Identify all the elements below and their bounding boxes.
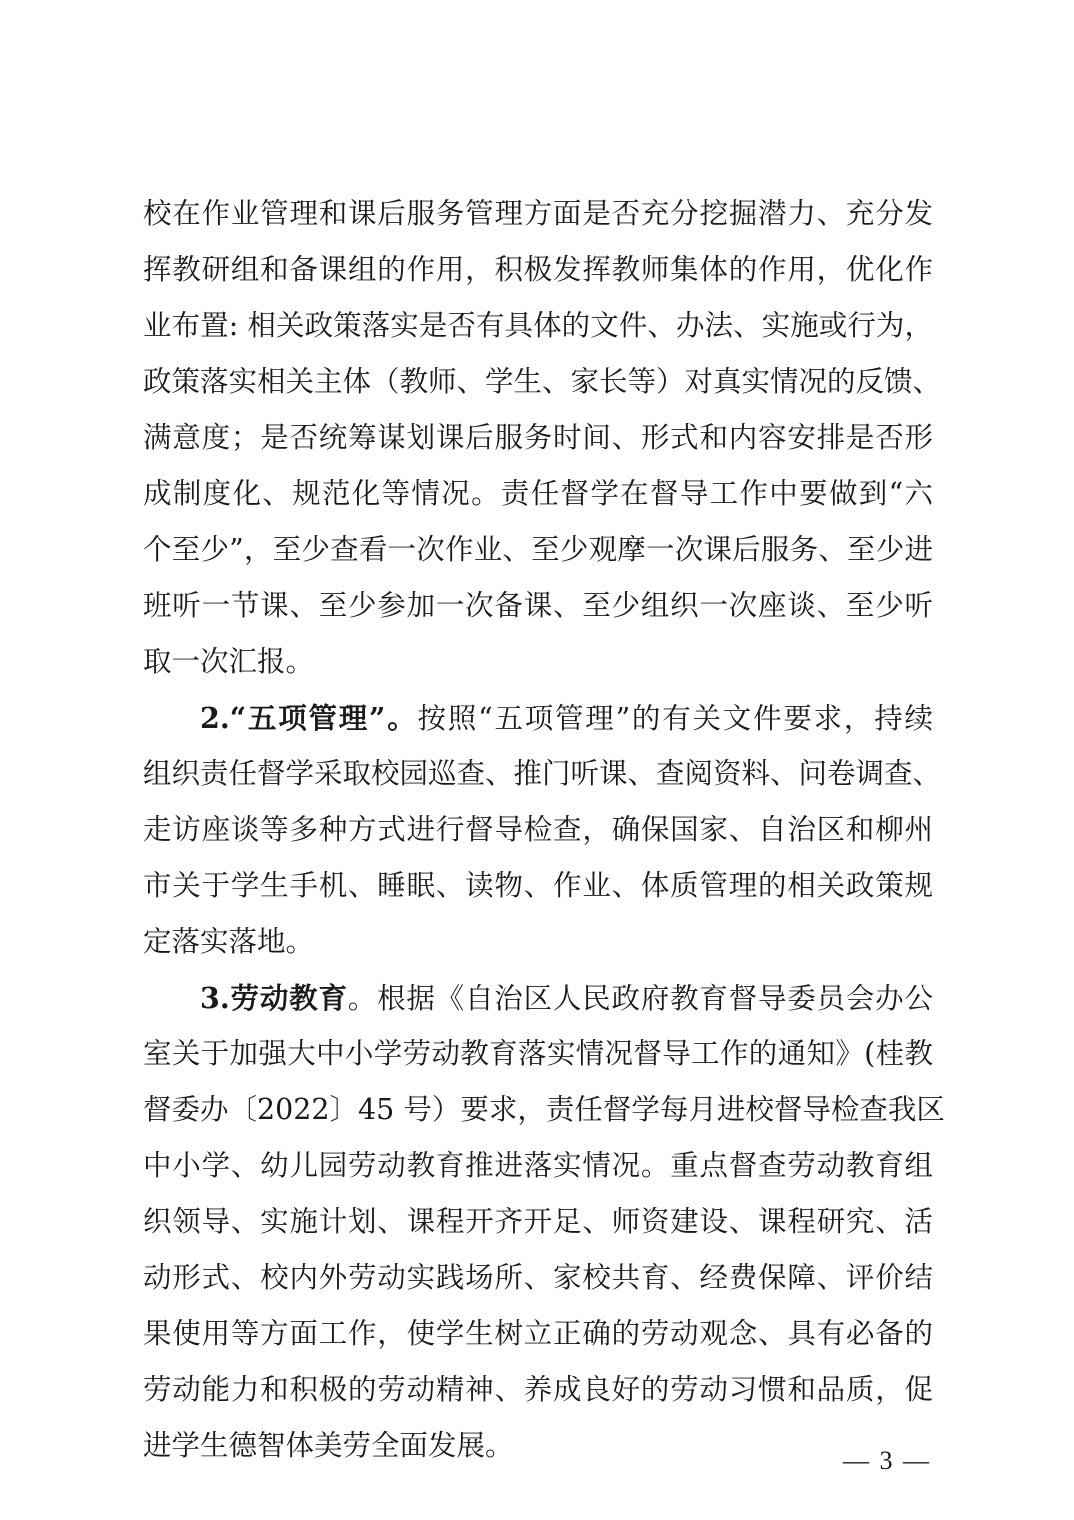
text-line: 室关于加强大中小学劳动教育落实情况督导工作的通知》(桂教: [143, 1037, 933, 1070]
text-line: 业布置: 相关政策落实是否有具体的文件、办法、实施或行为，: [143, 309, 933, 342]
paragraph-homework-service: [143, 186, 942, 690]
text-line: 督委办〔2022〕45 号）要求，责任督学每月进校督导检查我区: [143, 1093, 945, 1126]
section-heading: 3.劳动教育: [200, 981, 348, 1015]
document-body: [143, 186, 945, 1474]
text-line: 果使用等方面工作，使学生树立正确的劳动观念、具有必备的: [143, 1317, 933, 1350]
text-line: [143, 970, 933, 1026]
paragraph-labor-education: [143, 970, 945, 1474]
text-line: 班听一节课、至少参加一次备课、至少组织一次座谈、至少听: [143, 589, 933, 622]
text-line: 定落实落地。: [143, 925, 315, 958]
paragraph-five-managements: [143, 690, 942, 970]
text-segment: 。根据《自治区人民政府教育督导委员会办公: [347, 982, 933, 1015]
text-line: 动形式、校内外劳动实践场所、家校共育、经费保障、评价结: [143, 1261, 933, 1294]
page-number: — 3 —: [843, 1446, 931, 1475]
text-line: 取一次汇报。: [143, 645, 315, 678]
text-line: 织领导、实施计划、课程开齐开足、师资建设、课程研究、活: [143, 1205, 933, 1238]
text-line: 成制度化、规范化等情况。责任督学在督导工作中要做到“六: [143, 477, 933, 510]
text-line: 组织责任督学采取校园巡查、推门听课、查阅资料、问卷调查、: [143, 757, 942, 790]
text-line: 个至少”，至少查看一次作业、至少观摩一次课后服务、至少进: [143, 533, 933, 566]
text-line: 中小学、幼儿园劳动教育推进落实情况。重点督查劳动教育组: [143, 1149, 933, 1182]
section-heading: 2.“五项管理”。: [200, 701, 418, 735]
text-line: 进学生德智体美劳全面发展。: [143, 1429, 514, 1462]
text-segment: 按照“五项管理”的有关文件要求，持续: [417, 702, 933, 735]
text-line: 校在作业管理和课后服务管理方面是否充分挖掘潜力、充分发: [143, 197, 933, 230]
text-line: 走访座谈等多种方式进行督导检查，确保国家、自治区和柳州: [143, 813, 933, 846]
text-line: [143, 690, 933, 746]
text-line: 劳动能力和积极的劳动精神、养成良好的劳动习惯和品质，促: [143, 1373, 933, 1406]
text-line: 政策落实相关主体（教师、学生、家长等）对真实情况的反馈、: [143, 365, 942, 398]
text-line: 市关于学生手机、睡眠、读物、作业、体质管理的相关政策规: [143, 869, 933, 902]
text-line: 满意度；是否统筹谋划课后服务时间、形式和内容安排是否形: [143, 421, 933, 454]
text-line: 挥教研组和备课组的作用，积极发挥教师集体的作用，优化作: [143, 253, 933, 286]
